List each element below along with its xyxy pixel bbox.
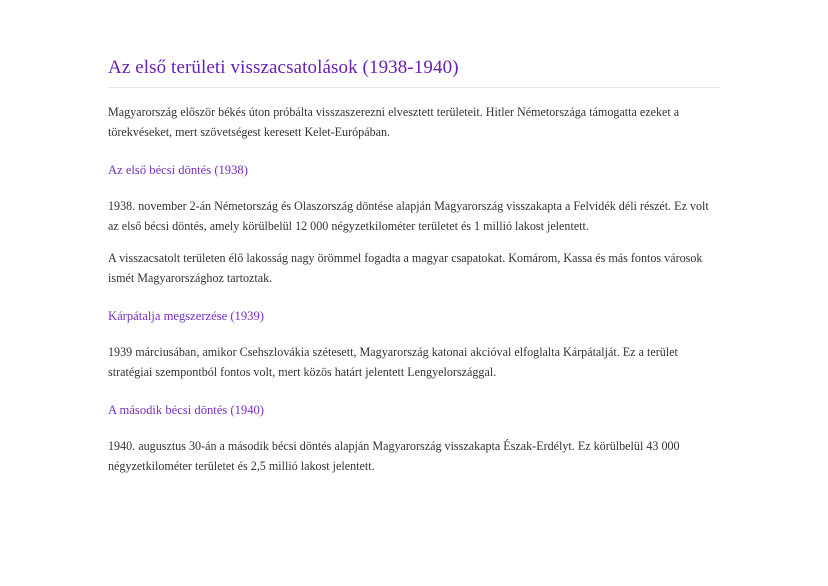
section-heading: Az első bécsi döntés (1938) bbox=[108, 163, 248, 177]
section-heading: Kárpátalja megszerzése (1939) bbox=[108, 309, 264, 323]
section-paragraph: 1940. augusztus 30-án a második bécsi döntés alapján Magyarország visszakapta Észak-Erdélyt. Ez körülbelül 43 000 négyzetkilométer területet és 2,5 millió lakost jelentett. bbox=[108, 439, 680, 473]
section-paragraph: 1938. november 2-án Németország és Olaszország döntése alapján Magyarország visszakapta a Felvidék déli részét. Ez volt az első bécsi döntés, amely körülbelül 12 000 négyzetkilométer területet és 1 millió lakost jelentett. bbox=[108, 199, 709, 233]
page-title: Az első területi visszacsatolások (1938-1940) bbox=[108, 57, 459, 78]
section-first-vienna-award bbox=[108, 160, 720, 288]
title-divider bbox=[108, 87, 720, 88]
section-paragraph: 1939 márciusában, amikor Csehszlovákia szétesett, Magyarország katonai akcióval elfoglalta Kárpátalját. Ez a terület stratégiai szempontból fontos volt, mert közös határt jelentett Lengyelországgal. bbox=[108, 345, 678, 379]
section-heading: A második bécsi döntés (1940) bbox=[108, 403, 265, 417]
intro-paragraph: Magyarország először békés úton próbálta visszaszerezni elvesztett területeit. Hitler Németországa támogatta ezeket a törekvéseket, mert szövetségest keresett Kelet-Európában. bbox=[108, 105, 680, 139]
section-carpathian-ruthenia bbox=[108, 306, 720, 382]
document-page bbox=[108, 52, 720, 488]
section-second-vienna-award bbox=[108, 400, 720, 476]
section-paragraph: A visszacsatolt területen élő lakosság nagy örömmel fogadta a magyar csapatokat. Komárom, Kassa és más fontos városok ismét Magyarországhoz tartoztak. bbox=[108, 251, 703, 285]
